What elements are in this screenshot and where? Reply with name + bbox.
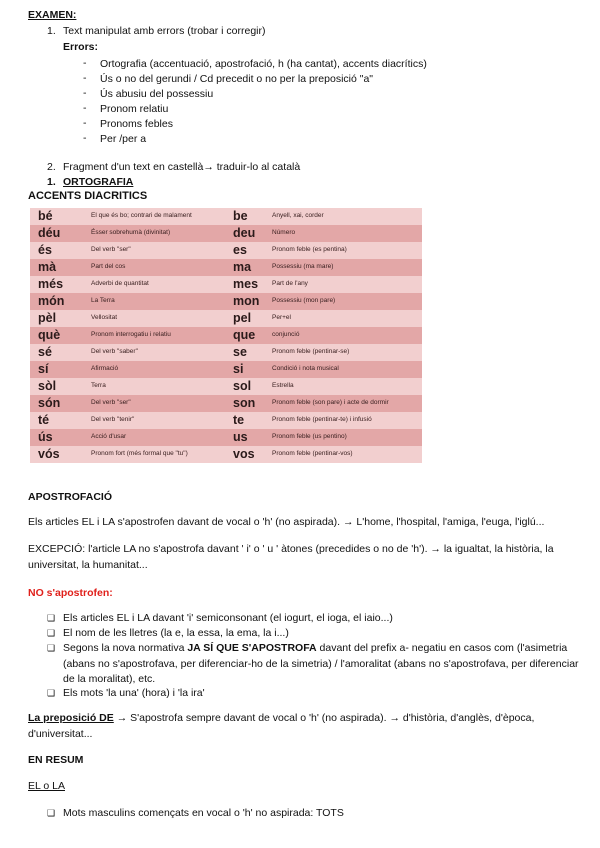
list-item: El nom de les lletres (la e, la essa, la ema, la i...): [63, 627, 289, 639]
unaccented-meaning: Estrella: [272, 382, 294, 389]
unaccented-word: pel: [233, 311, 252, 325]
accented-meaning: Pronom fort (més formal que "tu"): [91, 450, 188, 457]
unaccented-meaning: Possessiu (mon pare): [272, 297, 336, 304]
section-number: 1.: [47, 176, 56, 188]
table-row: [30, 446, 422, 463]
resum-title: EN RESUM: [28, 754, 84, 766]
unaccented-word: be: [233, 209, 248, 223]
accented-word: té: [38, 413, 50, 427]
exam-heading: EXAMEN:: [28, 9, 77, 21]
checkbox-bullet-icon: ❑: [47, 628, 56, 638]
unaccented-word: es: [233, 243, 247, 257]
accented-meaning: Ésser sobrehumà (divinitat): [91, 229, 171, 236]
table-row: [30, 310, 422, 327]
table-row: [30, 429, 422, 446]
preposicio-de-rule: La preposició DE → S'apostrofa sempre davant de vocal o 'h' (no aspirada). → d'història, d'anglès, d'època, d'universitat...: [28, 712, 535, 740]
accented-word: més: [38, 277, 64, 291]
unaccented-meaning: Pronom feble (us pentino): [272, 433, 347, 440]
error-item: Per /per a: [100, 133, 147, 145]
unaccented-word: mes: [233, 277, 259, 291]
dash-bullet: -: [83, 117, 87, 129]
unaccented-meaning: Pronom feble (son pare) i acte de dormir: [272, 399, 389, 406]
accented-meaning: Del verb "ser": [91, 246, 131, 253]
accented-meaning: La Terra: [91, 297, 115, 304]
unaccented-word: deu: [233, 226, 256, 240]
table-row: [30, 361, 422, 378]
accents-title: ACCENTS DIACRITICS: [28, 190, 148, 202]
list-item: Fragment d'un text en castellà→ traduir-lo al català: [63, 161, 301, 173]
accented-word: sòl: [38, 379, 57, 393]
list-item: Els mots 'la una' (hora) i 'la ira': [63, 687, 205, 699]
unaccented-meaning: Pronom feble (pentinar-te) i infusió: [272, 416, 372, 423]
accented-word: sé: [38, 345, 52, 359]
el-la-title: EL o LA: [28, 780, 65, 792]
dash-bullet: -: [83, 72, 87, 84]
list-item: Text manipulat amb errors (trobar i corregir): [63, 25, 266, 37]
error-item: Pronoms febles: [100, 118, 173, 130]
accented-meaning: Del verb "tenir": [91, 416, 135, 423]
list-number: 1.: [47, 25, 56, 37]
table-row: [30, 378, 422, 395]
error-item: Pronom relatiu: [100, 103, 169, 115]
unaccented-meaning: Per+el: [272, 314, 291, 321]
accented-meaning: Part del cos: [91, 263, 126, 270]
unaccented-word: que: [233, 328, 256, 342]
table-row: [30, 327, 422, 344]
no-apostrofen-title: NO s'apostrofen:: [28, 587, 113, 599]
apostrofacio-title: APOSTROFACIÓ: [28, 491, 113, 503]
unaccented-meaning: Possessiu (ma mare): [272, 263, 334, 270]
accented-word: ús: [38, 430, 53, 444]
unaccented-meaning: Número: [272, 229, 296, 236]
accented-word: què: [38, 328, 61, 342]
checkbox-bullet-icon: ❑: [47, 613, 56, 623]
accented-word: sí: [38, 362, 49, 376]
apostrofacio-exception: EXCEPCIÓ: l'article LA no s'apostrofa davant ' i' o ' u ' àtones (precedides o no de 'h'). → la igualtat, la història, la universitat, la humanitat...: [28, 543, 554, 571]
table-row: [30, 225, 422, 242]
dash-bullet: -: [83, 102, 87, 114]
unaccented-word: te: [233, 413, 245, 427]
unaccented-meaning: Condició i nota musical: [272, 365, 339, 372]
apostrofacio-rule: Els articles EL i LA s'apostrofen davant de vocal o 'h' (no aspirada). → L'home, l'hospital, l'amiga, l'euga, l'iglú...: [28, 516, 545, 528]
accented-meaning: Afirmació: [91, 365, 119, 372]
list-item: Segons la nova normativa JA SÍ QUE S'APOSTROFA davant del prefix a- negatiu en casos com (l'asimetria (abans no s'apostrofava, per diferenciar-ho de la simetria) / l'amoralitat (abans no s'apostrofava, per diferenciar de la moralitat), etc.: [63, 642, 579, 685]
accented-word: és: [38, 243, 52, 257]
accented-meaning: Del verb "saber": [91, 348, 138, 355]
accented-word: món: [38, 294, 65, 308]
accented-meaning: Pronom interrogatiu i relatiu: [91, 331, 171, 338]
accented-word: són: [38, 396, 61, 410]
error-item: Ús abusiu del possessiu: [100, 88, 214, 100]
unaccented-meaning: conjunció: [272, 331, 300, 338]
dash-bullet: -: [83, 57, 87, 69]
table-row: [30, 344, 422, 361]
accented-meaning: El que és bo; contrari de malament: [91, 212, 192, 219]
unaccented-word: vos: [233, 447, 255, 461]
unaccented-word: son: [233, 396, 256, 410]
table-row: [30, 395, 422, 412]
checkbox-bullet-icon: ❑: [47, 643, 56, 653]
unaccented-word: mon: [233, 294, 260, 308]
accented-word: déu: [38, 226, 61, 240]
dash-bullet: -: [83, 132, 87, 144]
dash-bullet: -: [83, 87, 87, 99]
unaccented-meaning: Pronom feble (es pentina): [272, 246, 347, 253]
table-row: [30, 208, 422, 225]
table-row: [30, 293, 422, 310]
checkbox-bullet-icon: ❑: [47, 808, 56, 818]
table-row: [30, 259, 422, 276]
accented-word: vós: [38, 447, 60, 461]
table-row: [30, 242, 422, 259]
list-number: 2.: [47, 161, 56, 173]
accented-word: pèl: [38, 311, 57, 325]
accents-table: [30, 208, 422, 463]
accented-meaning: Acció d'usar: [91, 433, 127, 440]
accented-meaning: Vellositat: [91, 314, 118, 321]
unaccented-meaning: Part de l'any: [272, 280, 308, 287]
table-row: [30, 276, 422, 293]
accented-meaning: Adverbi de quantitat: [91, 280, 149, 287]
list-item: Els articles EL i LA davant 'i' semiconsonant (el iogurt, el ioga, el iaio...): [63, 612, 393, 624]
unaccented-word: us: [233, 430, 248, 444]
accented-word: mà: [38, 260, 57, 274]
section-title: ORTOGRAFIA: [63, 176, 134, 188]
unaccented-meaning: Pronom feble (pentinar-vos): [272, 450, 353, 457]
accented-meaning: Terra: [91, 382, 106, 389]
errors-label: Errors:: [63, 41, 99, 53]
unaccented-word: si: [233, 362, 244, 376]
table-row: [30, 412, 422, 429]
error-item: Ús o no del gerundi / Cd precedit o no per la preposició "a": [100, 73, 374, 85]
unaccented-word: se: [233, 345, 247, 359]
error-item: Ortografia (accentuació, apostrofació, h (ha cantat), accents diacrítics): [100, 58, 427, 70]
unaccented-meaning: Pronom feble (pentinar-se): [272, 348, 350, 355]
unaccented-word: ma: [233, 260, 252, 274]
accented-word: bé: [38, 209, 53, 223]
list-item: Mots masculins començats en vocal o 'h' no aspirada: TOTS: [63, 807, 344, 819]
accented-meaning: Del verb "ser": [91, 399, 131, 406]
unaccented-meaning: Anyell, xai, corder: [272, 212, 324, 219]
checkbox-bullet-icon: ❑: [47, 688, 56, 698]
unaccented-word: sol: [233, 379, 252, 393]
